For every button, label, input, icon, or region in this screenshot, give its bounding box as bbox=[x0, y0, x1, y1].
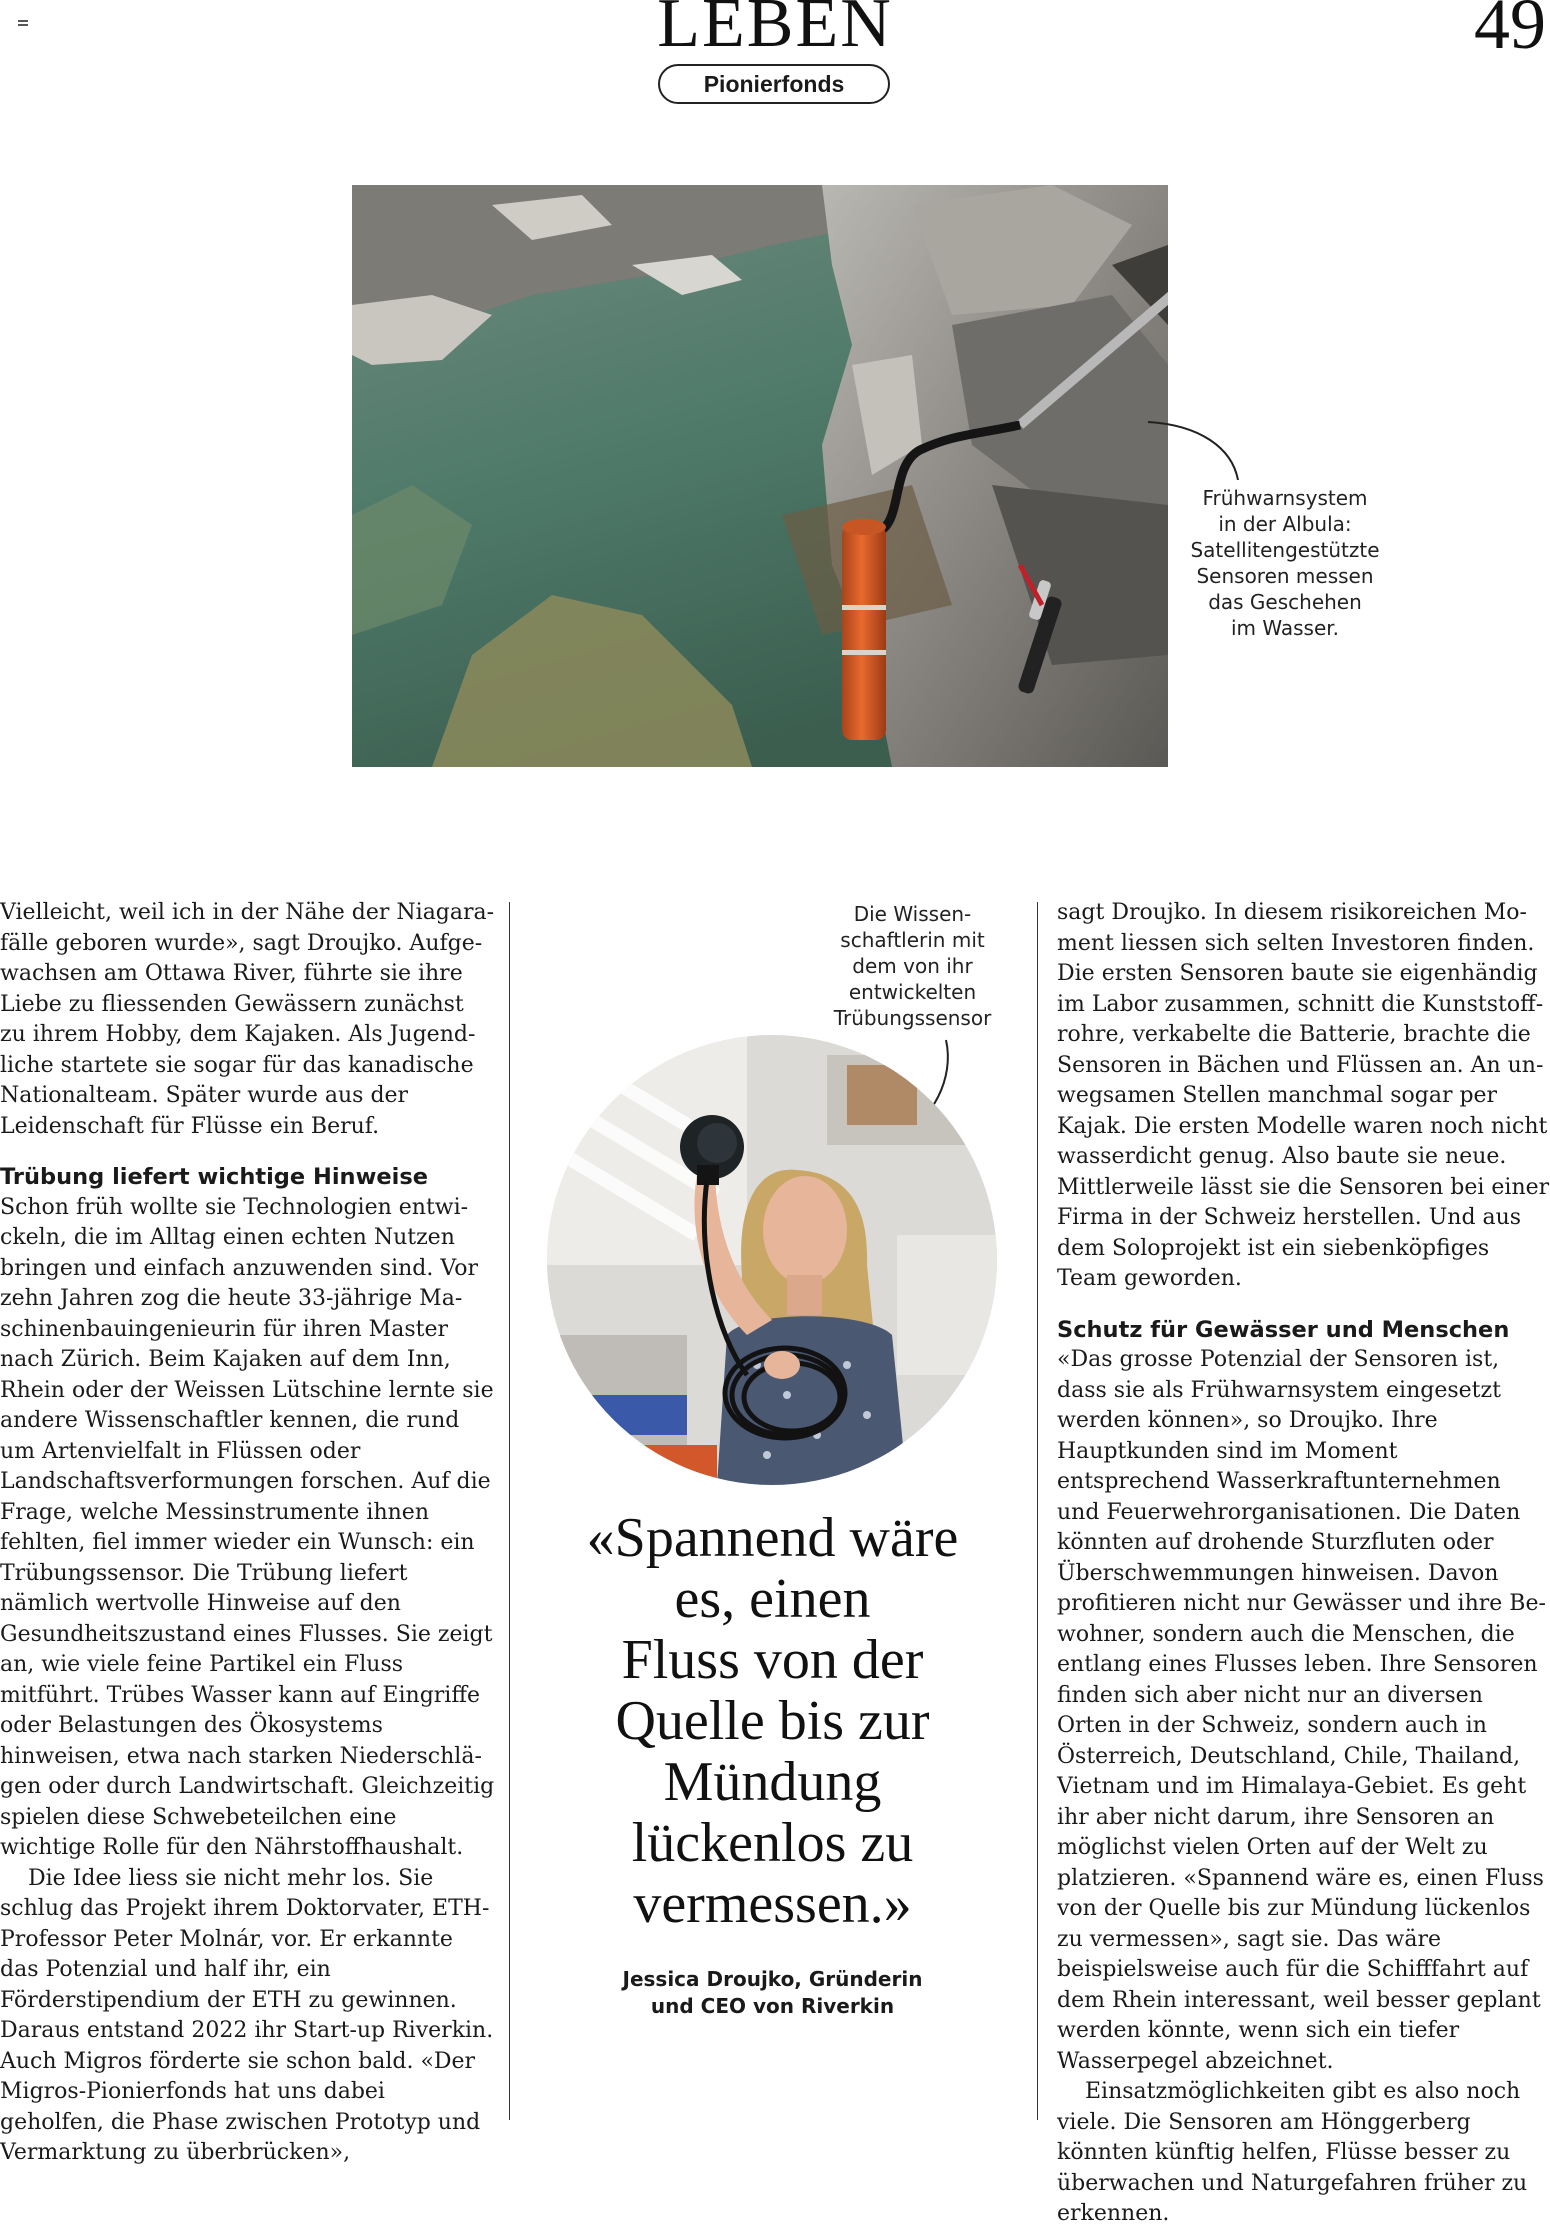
paragraph: Schon früh wollte sie Technologien entwickeln, die im Alltag einen echten Nutzen bringen und einfach anzuwenden sind. Vor zehn Jahren zog die heute 33-jährige Maschinenbauingenieurin für ihren Master nach Zürich. Beim Kajaken auf dem Inn, Rhein oder der Weissen Lütschine lernte sie andere Wissenschaftler kennen, die rund um Artenvielfalt in Flüssen oder Landschaftsverformungen forschen. Auf die Frage, welche Messinstrumente ihnen fehlten, fiel immer wieder ein Wunsch: ein Trübungssensor. Die Trübung liefert nämlich wertvolle Hinweise auf den Gesundheitszustand eines Flusses. Sie zeigt an, wie viele feine Partikel ein Fluss mitführt. Trübes Wasser kann auf Eingriffe oder Belastungen des Ökosystems hinweisen, etwa nach starken Niederschlägen oder durch Landwirtschaft. Gleichzeitig spielen diese Schwebeteilchen eine wichtige Rolle für den Nährstoffhaushalt. bbox=[0, 1194, 495, 1860]
column-divider bbox=[509, 902, 510, 2120]
river-sensor-photo bbox=[352, 185, 1168, 767]
paragraph: Einsatzmöglichkeiten gibt es also noch viele. Die Sensoren am Hönggerberg könnten künftig helfen, Flüsse besser zu überwachen und Naturgefahren früher zu erkennen. bbox=[1057, 2079, 1528, 2226]
subheading: Schutz für Gewässer und Menschen bbox=[1057, 1316, 1510, 1343]
scientist-portrait bbox=[547, 1035, 997, 1485]
section-title: LEBEN bbox=[657, 0, 893, 62]
article-column-left bbox=[0, 898, 495, 2169]
article-column-right bbox=[1057, 898, 1550, 2230]
paragraph: Vielleicht, weil ich in der Nähe der Niagarafälle geboren wurde», sagt Droujko. Aufgewachsen am Ottawa River, führte sie ihre Liebe zu fliessenden Gewässern zunächst zu ihrem Hobby, dem Kajaken. Als Jugendliche startete sie sogar für das kanadische Nationalteam. Später wurde aus der Leidenschaft für Flüsse ein Beruf. bbox=[0, 900, 495, 1139]
paragraph: Die Idee liess sie nicht mehr los. Sie schlug das Projekt ihrem Doktorvater, ETH-Professor Peter Molnár, vor. Er erkannte das Potenzial und half ihr, ein Förderstipendium der ETH zu gewinnen. Daraus entstand 2022 ihr Start-up Riverkin. Auch Migros förderte sie schon bald. «Der Migros-Pionierfonds hat uns dabei geholfen, die Phase zwischen Prototyp und Vermarktung zu überbrücken», bbox=[0, 1865, 494, 2165]
page-number: 49 bbox=[1474, 0, 1546, 64]
paragraph: sagt Droujko. In diesem risikoreichen Moment liessen sich selten Investoren finden. Die ersten Sensoren baute sie eigenhändig im Labor zusammen, schnitt die Kunststoffrohre, verkabelte die Batterie, brachte die Sensoren in Bächen und Flüssen an. An unwegsamen Stellen manchmal sogar per Kajak. Die ersten Modelle waren noch nicht wasserdicht genug. Also baute sie neue. Mittlerweile lässt sie die Sensoren bei einer Firma in der Schweiz herstellen. Und aus dem Soloprojekt ist ein siebenköpfiges Team geworden. bbox=[1057, 900, 1550, 1291]
portrait-caption: Die Wissen- schaftlerin mit dem von ihr entwickelten Trübungssensor bbox=[833, 902, 992, 1030]
subheading: Trübung liefert wichtige Hinweise bbox=[0, 1164, 428, 1190]
column-divider bbox=[1037, 902, 1038, 2120]
paragraph: «Das grosse Potenzial der Sensoren ist, dass sie als Frühwarnsystem eingesetzt werden können», so Droujko. Ihre Hauptkunden sind im Moment entsprechend Wasserkraftunternehmen und Feuerwehrorganisationen. Die Daten könnten auf drohende Sturzfluten oder Überschwemmungen hinweisen. Davon profitieren nicht nur Gewässer und ihre Bewohner, sondern auch die Menschen, die entlang eines Flusses leben. Ihre Sensoren finden sich aber nicht nur an diversen Orten in der Schweiz, sondern auch in Österreich, Deutschland, Chile, Thailand, Vietnam und im Himalaya-Gebiet. Es geht ihr aber nicht darum, ihre Sensoren an möglichst vielen Orten auf der Welt zu platzieren. «Spannend wäre es, einen Fluss von der Quelle bis zur Mündung lückenlos zu vermessen», sagt sie. Das wäre beispielsweise auch für die Schifffahrt auf dem Rhein interessant, weil besser geplant werden könnte, wenn sich ein tiefer Wasserpegel abzeichnet. bbox=[1057, 1347, 1546, 2074]
pull-quote: «Spannend wäre es, einen Fluss von der Quelle bis zur Mündung lückenlos zu vermessen.» bbox=[586, 1507, 959, 1935]
photo-caption: Frühwarnsystem in der Albula: Satellitengestützte Sensoren messen das Geschehen im Wasser. bbox=[1190, 486, 1380, 640]
section-tag: Pionierfonds bbox=[658, 64, 890, 104]
quote-attribution: Jessica Droujko, Gründerin und CEO von Riverkin bbox=[622, 1967, 923, 2018]
